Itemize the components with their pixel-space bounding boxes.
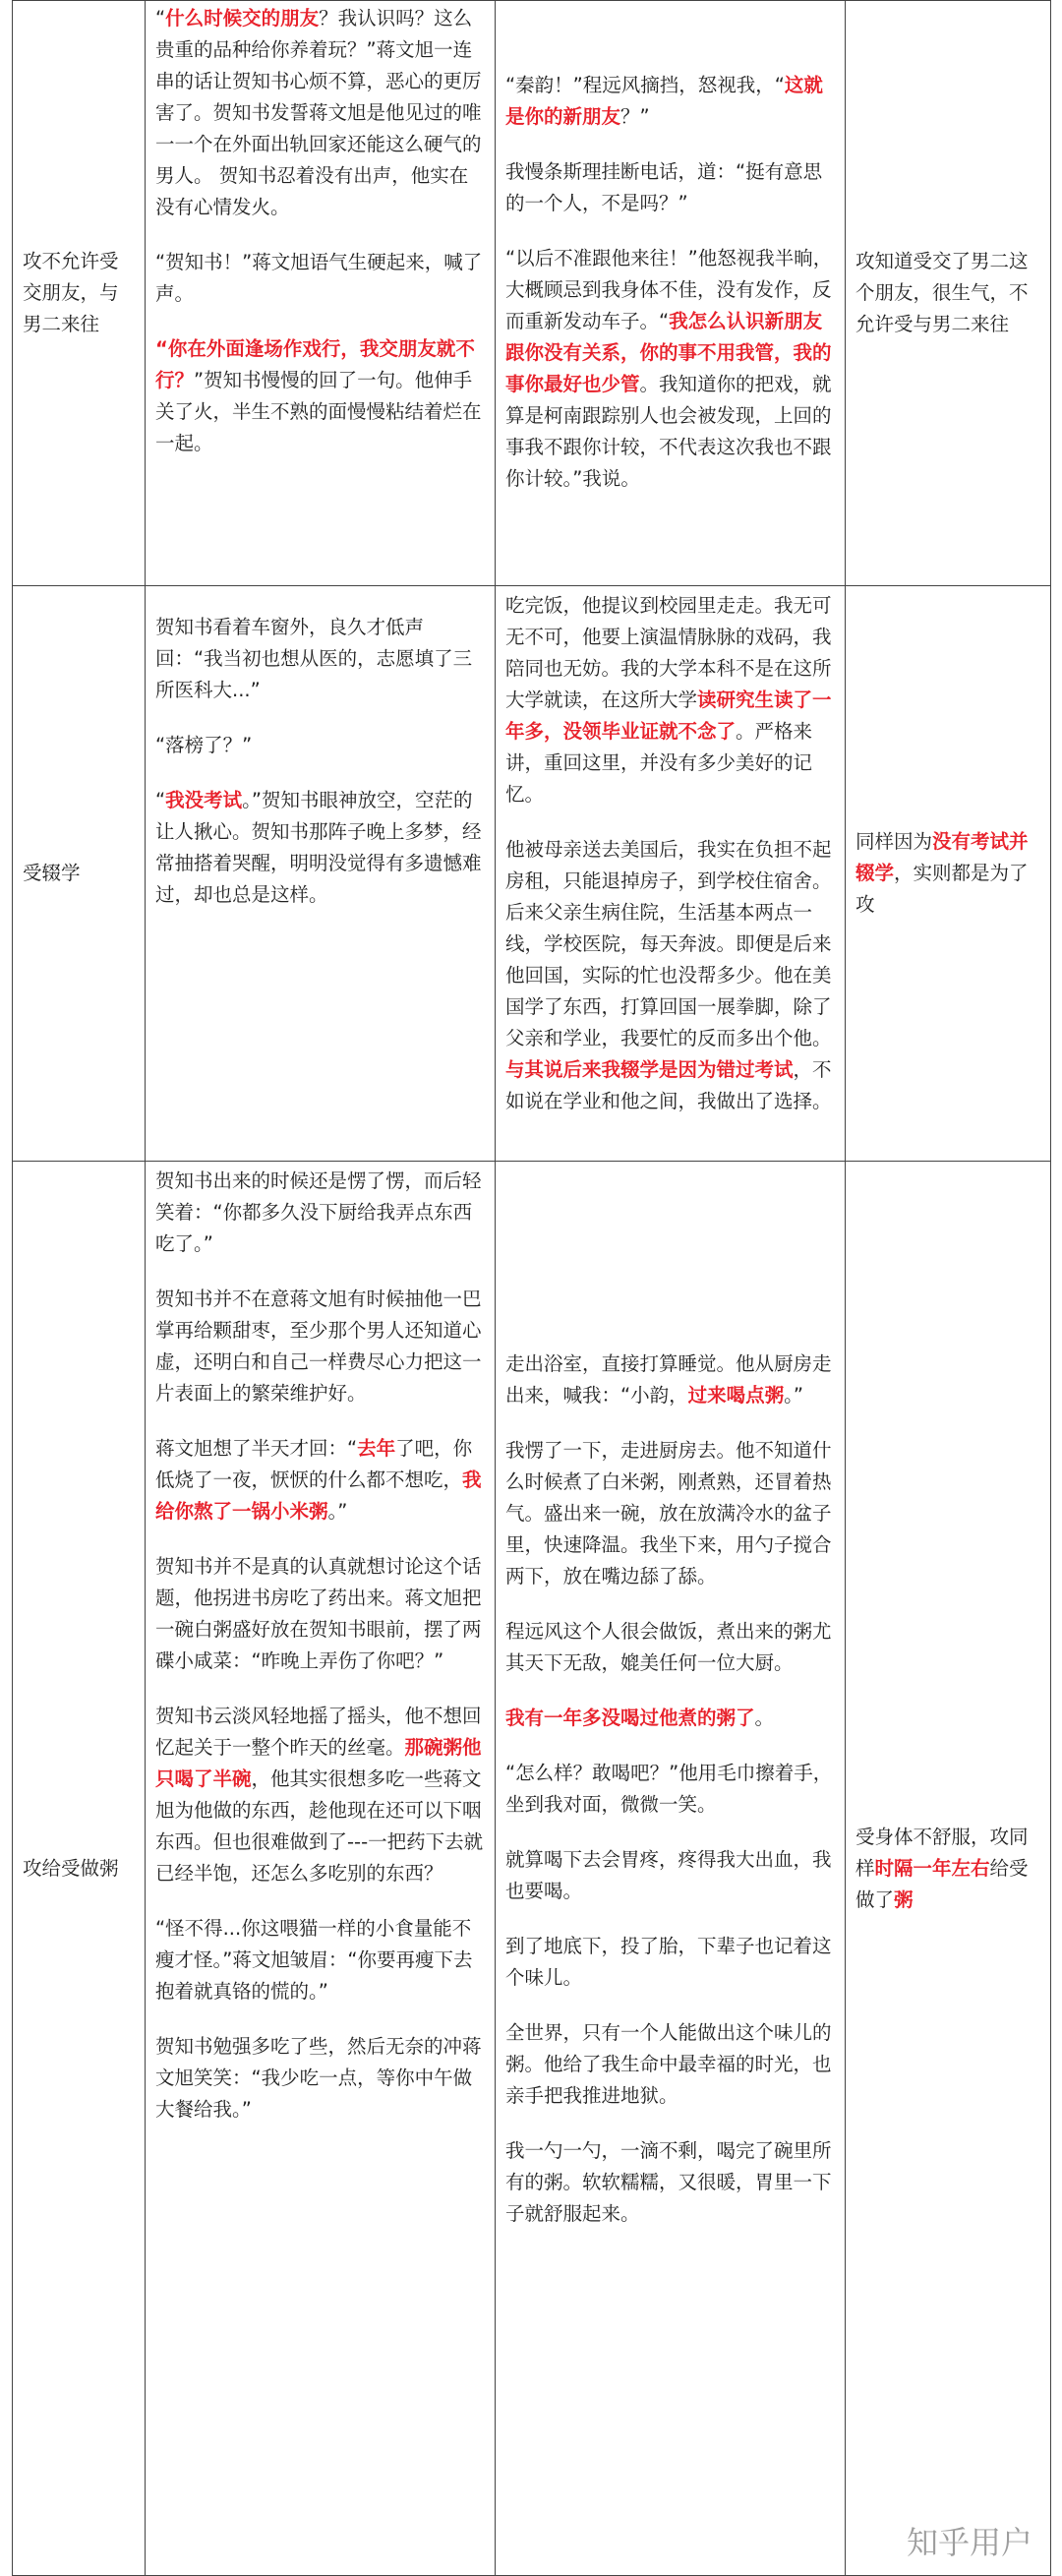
text-span: 。严格来讲，重回这里，并没有多少美好的记忆。: [505, 720, 813, 806]
text-span: 了吧，你低烧了一夜，恹恹的什么都不想吃，: [155, 1437, 473, 1491]
paragraph: [505, 590, 835, 810]
text-span: 我愣了一下，走进厨房去。他不知道什么时候煮了白米粥，刚煮熟，还冒着热气。盛出来一碗，放在放满冷水的盆子里，快速降温。我坐下来，用勺子搅合两下，放在嘴边舔了舔。: [505, 1439, 832, 1588]
highlight-text: 与其说后来我辍学是因为错过考试: [505, 1058, 794, 1081]
text-span: 程远风这个人很会做饭，煮出来的粥尤其天下无敌，媲美任何一位大厨。: [505, 1620, 832, 1674]
table-row: [13, 1, 1051, 586]
paragraph: [505, 1348, 835, 1411]
paragraph: [505, 2017, 835, 2112]
highlight-text: 我给你熬了一锅小米粥: [155, 1468, 482, 1523]
text-span: 他被母亲送去美国后，我实在负担不起房租，只能退掉房子，到学校住宿舍。后来父亲生病住院，生活基本两点一线，学校医院，每天奔波。即便是后来他回国，实际的忙也没帮多少。他在美国学了东西，打算回国一展拳脚，除了父亲和学业，我要忙的反而多出个他。: [505, 838, 832, 1049]
paragraph: [505, 1616, 835, 1679]
highlight-text: 这就是你的新朋友: [505, 74, 823, 128]
text-span: “: [155, 789, 166, 811]
text-span: 。”: [784, 1384, 803, 1407]
paragraph: [505, 243, 835, 495]
text-span: “怎么样？敢喝吧？”他用毛巾擦着手，坐到我对面，微微一笑。: [505, 1762, 833, 1816]
left-text-cell: [146, 1, 496, 586]
text-span: ？”: [620, 105, 650, 128]
right-text-cell: [496, 586, 846, 1162]
text-span: 吃完饭，他提议到校园里走走。我无可无不可，他要上演温情脉脉的戏码，我陪同也无妨。我的大学本科不是在这所大学就读，在这所大学: [505, 594, 832, 711]
paragraph: [155, 333, 485, 459]
category-cell: 攻给受做粥: [13, 1162, 146, 2576]
paragraph: [155, 785, 485, 911]
text-span: ？我认识吗？这么贵重的品种给你养着玩？”蒋文旭一连串的话让贺知书心烦不算，恶心的更厉害了。贺知书发誓蒋文旭是他见过的唯一一个在外面出轨回家还能这么硬气的男人。 贺知书忍着没有出声，他实在没有心情发火。: [155, 7, 482, 218]
text-span: 就算喝下去会胃疼，疼得我大出血，我也要喝。: [505, 1848, 832, 1902]
right-text-cell: [496, 1, 846, 586]
text-span: 攻知道受交了男二这个朋友，很生气，不允许受与男二来往: [856, 250, 1029, 335]
paragraph: [155, 1284, 485, 1409]
paragraph: [155, 3, 485, 223]
paragraph: [155, 1913, 485, 2007]
highlight-text: 读研究生读了一年多，没领毕业证就不念了: [505, 689, 832, 743]
text-span: 。”贺知书眼神放空，空茫的让人揪心。贺知书那阵子晚上多梦，经常抽搭着哭醒，明明没觉得有多遗憾难过，却也总是这样。: [155, 789, 482, 906]
text-span: 贺知书云淡风轻地摇了摇头，他不想回忆起关于一整个昨天的丝毫。: [155, 1705, 482, 1759]
text-span: 蒋文旭想了半天才回：“: [155, 1437, 358, 1460]
text-span: 受身体不舒服，攻同样: [856, 1825, 1029, 1880]
highlight-text: “你在外面逢场作戏行，我交朋友就不行？: [155, 337, 475, 391]
text-span: 到了地底下，投了胎，下辈子也记着这个味儿。: [505, 1935, 832, 1989]
paragraph: [505, 834, 835, 1117]
highlight-text: 去年: [357, 1437, 396, 1460]
highlight-text: 我有一年多没喝过他煮的粥了: [505, 1707, 755, 1729]
paragraph: [155, 730, 485, 761]
paragraph: [505, 70, 835, 133]
text-span: 贺知书并不是真的认真就想讨论这个话题，他拐进书房吃了药出来。蒋文旭把一碗白粥盛好放在贺知书眼前，摆了两碟小咸菜：“昨晚上弄伤了你吧？”: [155, 1555, 482, 1672]
paragraph: [505, 2135, 835, 2230]
paragraph: [155, 1166, 485, 1260]
paragraph: [155, 1551, 485, 1677]
highlight-text: 没有考试并辍学: [856, 830, 1029, 884]
paragraph: [155, 612, 485, 706]
highlight-text: 什么时候交的朋友: [165, 7, 320, 30]
text-span: 。我知道你的把戏，就算是柯南跟踪别人也会被发现，上回的事我不跟你计较，不代表这次我也不跟你计较。”我说。: [505, 373, 832, 490]
text-span: 。”: [327, 1500, 348, 1523]
right-text-cell: [496, 1162, 846, 2576]
text-span: “贺知书！”蒋文旭语气生硬起来，喊了声。: [155, 251, 483, 305]
table-row: [13, 586, 1051, 1162]
text-span: 全世界，只有一个人能做出这个味儿的粥。他给了我生命中最幸福的时光，也亲手把我推进地狱。: [505, 2021, 832, 2107]
paragraph: [505, 1758, 835, 1821]
highlight-text: 我没考试: [165, 789, 243, 811]
paragraph: [155, 2031, 485, 2126]
text-span: ，不如说在学业和他之间，我做出了选择。: [505, 1058, 832, 1112]
comparison-table: [12, 0, 1051, 2576]
category-cell: 攻不允许受交朋友，与男二来往: [13, 1, 146, 586]
text-span: 我慢条斯理挂断电话，道：“挺有意思的一个人，不是吗？”: [505, 160, 823, 214]
text-span: “落榜了？”: [155, 734, 253, 756]
text-span: 走出浴室，直接打算睡觉。他从厨房走出来，喊我：“小韵，: [505, 1352, 832, 1407]
text-span: ”贺知书慢慢的回了一句。他伸手关了火，半生不熟的面慢慢粘结着烂在一起。: [155, 369, 482, 454]
paragraph: [505, 1931, 835, 1994]
highlight-text: 我怎么认识新朋友跟你没有关系，你的事不用我管，我的事你最好也少管: [505, 310, 832, 395]
left-text-cell: [146, 1162, 496, 2576]
text-span: 给受做了: [856, 1856, 1029, 1911]
text-span: ，实则都是为了攻: [856, 862, 1029, 916]
paragraph: [505, 1435, 835, 1592]
summary-cell: [846, 1162, 1051, 2576]
text-span: 同样因为: [856, 830, 933, 853]
paragraph: [505, 1703, 835, 1734]
highlight-text: 过来喝点粥: [687, 1384, 785, 1407]
paragraph: [155, 247, 485, 310]
text-span: 贺知书出来的时候还是愣了愣，而后轻笑着：“你都多久没下厨给我弄点东西吃了。”: [155, 1169, 482, 1255]
summary-cell: [846, 1, 1051, 586]
text-span: “秦韵！”程远风摘挡，怒视我，“: [505, 74, 785, 96]
text-span: 我一勺一勺，一滴不剩，喝完了碗里所有的粥。软软糯糯，又很暖，胃里一下子就舒服起来。: [505, 2139, 832, 2225]
text-span: 贺知书勉强多吃了些，然后无奈的冲蒋文旭笑笑：“我少吃一点，等你中午做大餐给我。”: [155, 2035, 482, 2121]
highlight-text: 粥: [894, 1887, 914, 1911]
paragraph: [505, 1844, 835, 1907]
highlight-text: 那碗粥他只喝了半碗: [155, 1736, 482, 1790]
category-cell: 受辍学: [13, 586, 146, 1162]
left-text-cell: [146, 586, 496, 1162]
text-span: “以后不准跟他来往！”他怒视我半晌，大概顾忌到我身体不佳，没有发作，反而重新发动车子。“: [505, 247, 833, 332]
table-row: [13, 1162, 1051, 2576]
watermark: 知乎用户: [906, 2524, 1032, 2561]
text-span: 贺知书并不在意蒋文旭有时候抽他一巴掌再给颗甜枣，至少那个男人还知道心虚，还明白和自己一样费尽心力把这一片表面上的繁荣维护好。: [155, 1288, 482, 1405]
text-span: “: [155, 7, 166, 30]
paragraph: [155, 1433, 485, 1528]
paragraph: [505, 156, 835, 219]
text-span: “怪不得...你这喂猫一样的小食量能不瘦才怪。”蒋文旭皱眉：“你要再瘦下去抱着就真铬的慌的。”: [155, 1917, 473, 2003]
text-span: 贺知书看着车窗外，良久才低声回：“我当初也想从医的，志愿填了三所医科大...”: [155, 616, 473, 701]
text-span: 。: [754, 1707, 775, 1729]
summary-cell: [846, 586, 1051, 1162]
text-span: ，他其实很想多吃一些蒋文旭为他做的东西，趁他现在还可以下咽东西。但也很难做到了---一把药下去就已经半饱，还怎么多吃别的东西？: [155, 1767, 484, 1885]
highlight-text: 时隔一年左右: [874, 1856, 990, 1880]
paragraph: [155, 1701, 485, 1889]
